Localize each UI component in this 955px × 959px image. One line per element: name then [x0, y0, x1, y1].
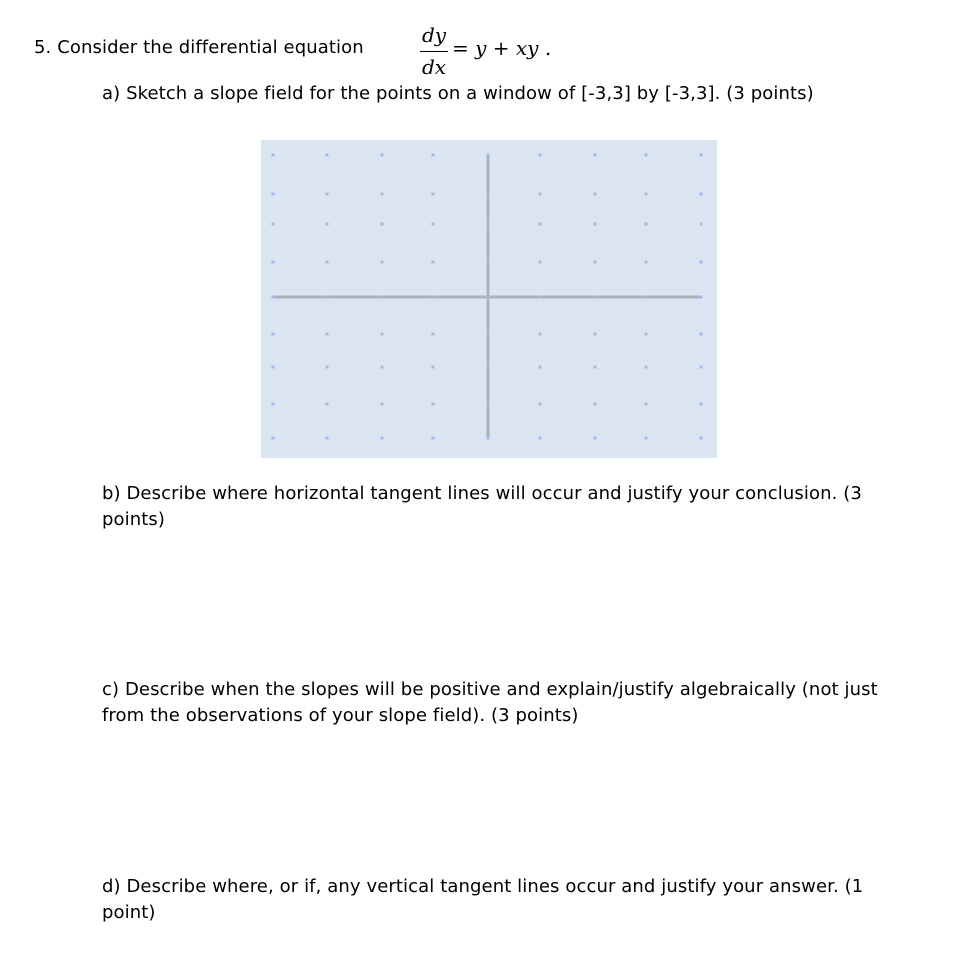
- grid-point[interactable]: [381, 154, 384, 157]
- part-a-prompt: a) Sketch a slope field for the points on a window of [-3,3] by [-3,3]. (3 points): [102, 83, 814, 104]
- grid-point[interactable]: [594, 296, 597, 299]
- grid-point[interactable]: [594, 366, 597, 369]
- grid-point[interactable]: [700, 437, 703, 440]
- grid-point[interactable]: [326, 403, 329, 406]
- grid-point[interactable]: [272, 223, 275, 226]
- part-b-prompt: b) Describe where horizontal tangent lines will occur and justify your conclusion. (3 points): [102, 483, 862, 530]
- grid-point[interactable]: [381, 261, 384, 264]
- grid-point[interactable]: [645, 437, 648, 440]
- grid-point[interactable]: [539, 296, 542, 299]
- grid-point[interactable]: [432, 154, 435, 157]
- grid-point[interactable]: [272, 193, 275, 196]
- grid-point[interactable]: [645, 261, 648, 264]
- grid-point[interactable]: [539, 154, 542, 157]
- grid-point[interactable]: [326, 261, 329, 264]
- grid-point[interactable]: [645, 296, 648, 299]
- grid-point[interactable]: [645, 223, 648, 226]
- grid-point[interactable]: [272, 366, 275, 369]
- grid-point[interactable]: [700, 333, 703, 336]
- grid-point[interactable]: [700, 403, 703, 406]
- grid-point[interactable]: [326, 333, 329, 336]
- grid-point[interactable]: [594, 261, 597, 264]
- grid-point[interactable]: [326, 154, 329, 157]
- slope-field-svg: [261, 140, 717, 458]
- grid-point[interactable]: [594, 403, 597, 406]
- grid-point[interactable]: [432, 193, 435, 196]
- grid-point[interactable]: [487, 261, 490, 264]
- grid-point[interactable]: [381, 437, 384, 440]
- part-d-prompt: d) Describe where, or if, any vertical tangent lines occur and justify your answer. (1 point): [102, 876, 864, 923]
- grid-point[interactable]: [432, 261, 435, 264]
- grid-point[interactable]: [326, 366, 329, 369]
- grid-point[interactable]: [539, 403, 542, 406]
- fraction-bar: [420, 51, 448, 52]
- part-c-prompt: c) Describe when the slopes will be positive and explain/justify algebraically (not just from the observations of your slope field). (3 points): [102, 679, 878, 726]
- grid-point[interactable]: [700, 193, 703, 196]
- grid-point[interactable]: [381, 366, 384, 369]
- grid-point[interactable]: [272, 437, 275, 440]
- grid-point[interactable]: [432, 296, 435, 299]
- fraction-denominator: dx: [421, 55, 447, 79]
- grid-point[interactable]: [487, 223, 490, 226]
- grid-point[interactable]: [326, 437, 329, 440]
- grid-point[interactable]: [326, 223, 329, 226]
- grid-point[interactable]: [272, 333, 275, 336]
- grid-point[interactable]: [700, 366, 703, 369]
- grid-point[interactable]: [272, 261, 275, 264]
- grid-point[interactable]: [487, 366, 490, 369]
- grid-point[interactable]: [539, 223, 542, 226]
- question-intro: 5. Consider the differential equation: [34, 37, 364, 58]
- grid-point[interactable]: [487, 403, 490, 406]
- grid-point[interactable]: [381, 223, 384, 226]
- grid-point[interactable]: [487, 296, 490, 299]
- grid-point[interactable]: [487, 154, 490, 157]
- grid-point[interactable]: [645, 154, 648, 157]
- grid-point[interactable]: [487, 437, 490, 440]
- grid-point[interactable]: [539, 193, 542, 196]
- grid-point[interactable]: [539, 366, 542, 369]
- grid-point[interactable]: [272, 403, 275, 406]
- grid-point[interactable]: [539, 333, 542, 336]
- grid-point[interactable]: [645, 333, 648, 336]
- grid-point[interactable]: [594, 223, 597, 226]
- grid-point[interactable]: [272, 154, 275, 157]
- grid-point[interactable]: [487, 333, 490, 336]
- grid-point[interactable]: [700, 261, 703, 264]
- grid-point[interactable]: [432, 333, 435, 336]
- grid-point[interactable]: [594, 437, 597, 440]
- grid-point[interactable]: [594, 193, 597, 196]
- grid-point[interactable]: [539, 261, 542, 264]
- grid-point[interactable]: [432, 403, 435, 406]
- grid-point[interactable]: [594, 154, 597, 157]
- grid-point[interactable]: [381, 296, 384, 299]
- grid-point[interactable]: [381, 403, 384, 406]
- grid-point[interactable]: [272, 296, 275, 299]
- slope-field-grid[interactable]: [261, 140, 717, 458]
- grid-point[interactable]: [645, 366, 648, 369]
- grid-point[interactable]: [326, 193, 329, 196]
- grid-point[interactable]: [487, 193, 490, 196]
- derivative-fraction: [418, 24, 450, 80]
- grid-point[interactable]: [381, 333, 384, 336]
- grid-point[interactable]: [432, 223, 435, 226]
- grid-point[interactable]: [432, 366, 435, 369]
- grid-point[interactable]: [645, 193, 648, 196]
- grid-point[interactable]: [594, 333, 597, 336]
- grid-point[interactable]: [539, 437, 542, 440]
- grid-point[interactable]: [700, 154, 703, 157]
- grid-point[interactable]: [381, 193, 384, 196]
- equation-rhs: = y + xy .: [452, 36, 552, 60]
- grid-point[interactable]: [432, 437, 435, 440]
- grid-point[interactable]: [700, 223, 703, 226]
- grid-point[interactable]: [326, 296, 329, 299]
- fraction-numerator: dy: [421, 23, 447, 47]
- grid-point[interactable]: [645, 403, 648, 406]
- grid-point[interactable]: [700, 296, 703, 299]
